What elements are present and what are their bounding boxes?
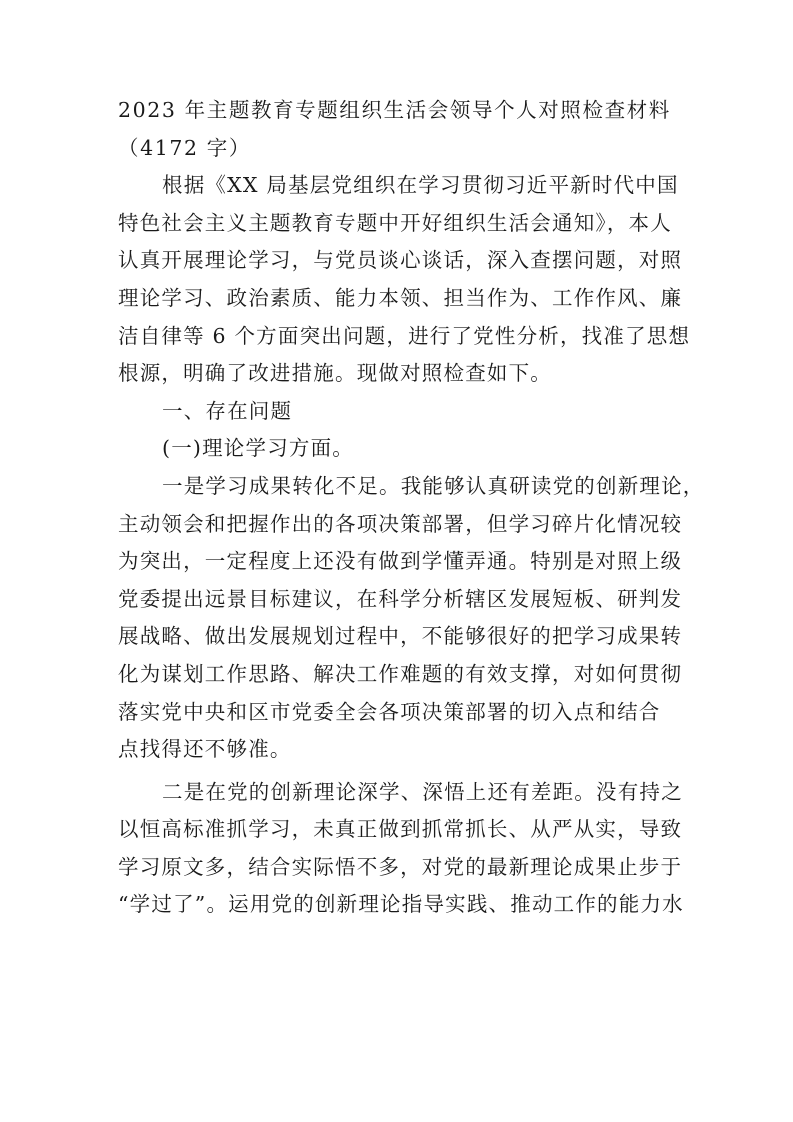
paragraph-line: 点找得还不够准。 [118,737,292,762]
document-page [118,92,705,924]
paragraph-line: 一是学习成果转化不足。我能够认真研读党的创新理论， [162,473,705,498]
paragraph-line: 根源，明确了改进措施。现做对照检查如下。 [118,361,552,386]
paragraph-line: 展战略、做出发展规划过程中，不能够很好的把学习成果转 [118,624,683,649]
paragraph-line: 为突出，一定程度上还没有做到学懂弄通。特别是对照上级 [118,549,683,574]
paragraph-line: 二是在党的创新理论深学、深悟上还有差距。没有持之 [162,779,683,804]
paragraph-line: 主动领会和把握作出的各项决策部署，但学习碎片化情况较 [118,511,683,536]
paragraph-line: 特色社会主义主题教育专题中开好组织生活会通知》，本人 [118,210,672,235]
point-one-paragraph [118,468,705,769]
paragraph-line: 洁自律等 6 个方面突出问题，进行了党性分析，找准了思想 [118,323,691,348]
point-two-paragraph [118,774,684,924]
title-line: 2023 年主题教育专题组织生活会领导个人对照检查材料 [118,98,671,122]
subsection-heading: (一)理论学习方面。 [162,436,354,461]
paragraph-line: 化为谋划工作思路、解决工作难题的有效支撑，对如何贯彻 [118,661,683,686]
intro-paragraph [118,167,691,393]
paragraph-line: 落实党中央和区市党委全会各项决策部署的切入点和结合 [118,699,661,724]
paragraph-line: 学习原文多，结合实际悟不多，对党的最新理论成果止步于 [118,854,683,879]
paragraph-line: 理论学习、政治素质、能力本领、担当作为、工作作风、廉 [118,285,683,310]
paragraph-line: 以恒高标准抓学习，未真正做到抓常抓长、从严从实，导致 [118,817,683,842]
section-heading: 一、存在问题 [162,398,293,423]
document-title [118,92,684,167]
paragraph-line: 认真开展理论学习，与党员谈心谈话，深入查摆问题，对照 [118,248,683,273]
paragraph-line: “学过了”。运用党的创新理论指导实践、推动工作的能力水 [118,892,684,917]
title-line: （4172 字） [118,135,251,160]
paragraph-line: 党委提出远景目标建议，在科学分析辖区发展短板、研判发 [118,586,683,611]
paragraph-line: 根据《XX 局基层党组织在学习贯彻习近平新时代中国 [162,173,679,198]
